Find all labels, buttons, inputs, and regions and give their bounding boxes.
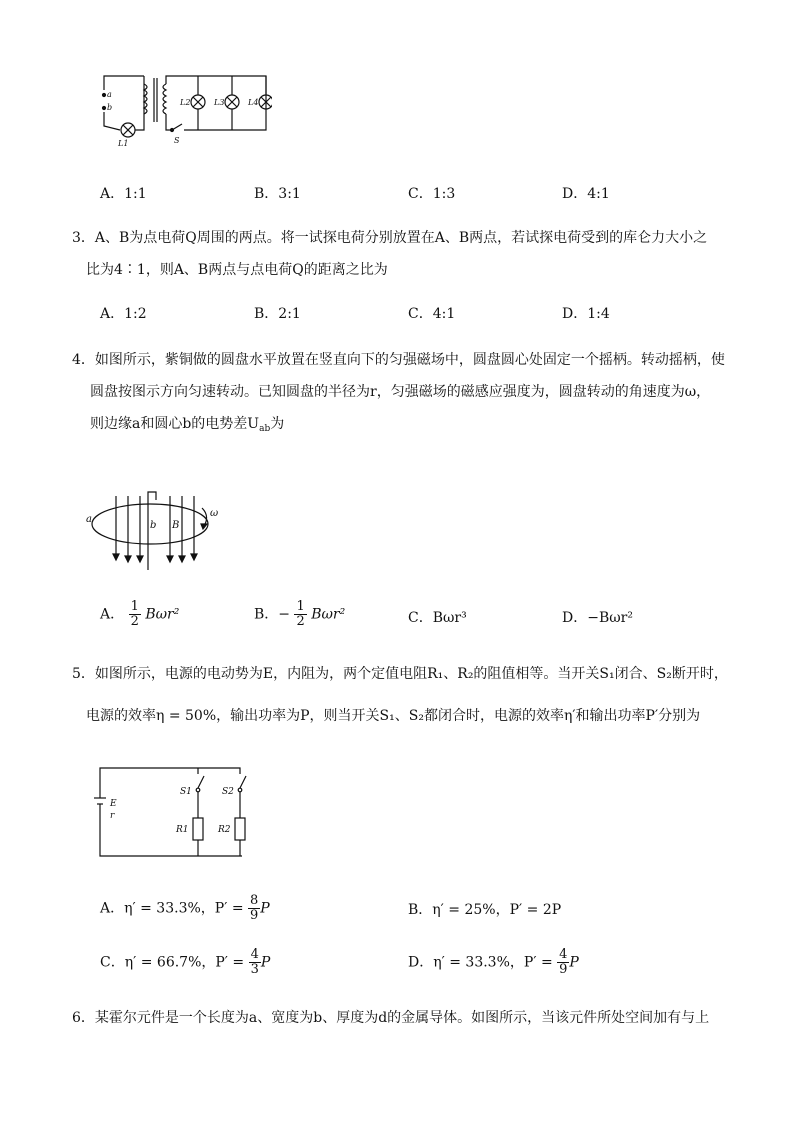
q2-label-b: b	[107, 103, 113, 112]
q5-stem-line1: 5．如图所示，电源的电动势为E，内阻为，两个定值电阻R₁、R₂的阻值相等。当开关S₁闭合、S₂断开时，	[72, 666, 728, 682]
q5-label-R1: R1	[176, 825, 189, 835]
q5-label-S1: S1	[180, 787, 192, 797]
q5-label-S2: S2	[222, 787, 234, 797]
q5-stem-line2: 电源的效率η = 50%，输出功率为P，则当开关S₁、S₂都闭合时，电源的效率η′和输出功率P′分别为	[86, 708, 701, 724]
q4-stem-line2: 圆盘按图示方向匀速转动。已知圆盘的半径为r，匀强磁场的磁感应强度为，圆盘转动的角速度为ω，	[90, 384, 711, 400]
q2-label-l1: L1	[118, 139, 129, 148]
q5-circuit-figure	[94, 760, 274, 860]
q4-label-b: b	[150, 520, 157, 531]
q6-stem-line1: 6．某霍尔元件是一个长度为a、宽度为b、厚度为d的金属导体。如图所示，当该元件所处空间加有与上	[72, 1010, 710, 1026]
q2-label-a: a	[107, 90, 112, 99]
q5-option-b[interactable]: B．η′ = 25%，P′ = 2P	[408, 902, 562, 918]
q5-label-E: E	[110, 799, 117, 809]
q4-label-B: B	[172, 520, 180, 531]
q2-label-l3: L3	[214, 98, 225, 107]
q3-option-a[interactable]: A．1:2	[100, 306, 147, 322]
q2-option-d[interactable]: D．4:1	[562, 186, 610, 202]
q5-option-a[interactable]: A．η′ = 33.3%，P′ = $\frac{8}{9}$ P	[100, 893, 270, 923]
q2-option-c[interactable]: C．1:3	[408, 186, 456, 202]
q4-option-a[interactable]: A． $\frac{1}{2}$ Bωr²	[100, 599, 180, 629]
q3-option-b[interactable]: B．2:1	[254, 306, 301, 322]
q3-stem-line2: 比为4∶1，则A、B两点与点电荷Q的距离之比为	[86, 262, 388, 278]
q2-circuit-figure	[98, 70, 272, 148]
q4-label-a: a	[86, 514, 92, 525]
q4-disk-figure	[84, 488, 220, 572]
q4-label-omega: ω	[210, 508, 219, 519]
q3-stem-line1: 3．A、B为点电荷Q周围的两点。将一试探电荷分别放置在A、B两点，若试探电荷受到的库仑力大小之	[72, 230, 708, 246]
q4-stem-line3: 则边缘a和圆心b的电势差$U_{ab}$为	[90, 416, 285, 434]
q2-label-s: S	[174, 136, 180, 145]
q2-option-a[interactable]: A．1:1	[100, 186, 147, 202]
q2-label-l4: L4	[248, 98, 259, 107]
q5-label-r: r	[110, 811, 115, 821]
q4-option-c[interactable]: C．Bωr³	[408, 610, 467, 626]
q3-option-c[interactable]: C．4:1	[408, 306, 456, 322]
q4-option-b[interactable]: B．− $\frac{1}{2}$ Bωr²	[254, 599, 346, 629]
q5-option-d[interactable]: D．η′ = 33.3%，P′ = $\frac{4}{9}$ P	[408, 947, 579, 977]
q5-label-R2: R2	[218, 825, 231, 835]
q2-label-l2: L2	[180, 98, 191, 107]
q2-option-b[interactable]: B．3:1	[254, 186, 301, 202]
q3-option-d[interactable]: D．1:4	[562, 306, 610, 322]
q5-option-c[interactable]: C．η′ = 66.7%，P′ = $\frac{4}{3}$ P	[100, 947, 271, 977]
q4-stem-line1: 4．如图所示，紫铜做的圆盘水平放置在竖直向下的匀强磁场中，圆盘圆心处固定一个摇柄。转动摇柄，使	[72, 352, 725, 368]
q4-option-d[interactable]: D．−Bωr²	[562, 610, 633, 626]
